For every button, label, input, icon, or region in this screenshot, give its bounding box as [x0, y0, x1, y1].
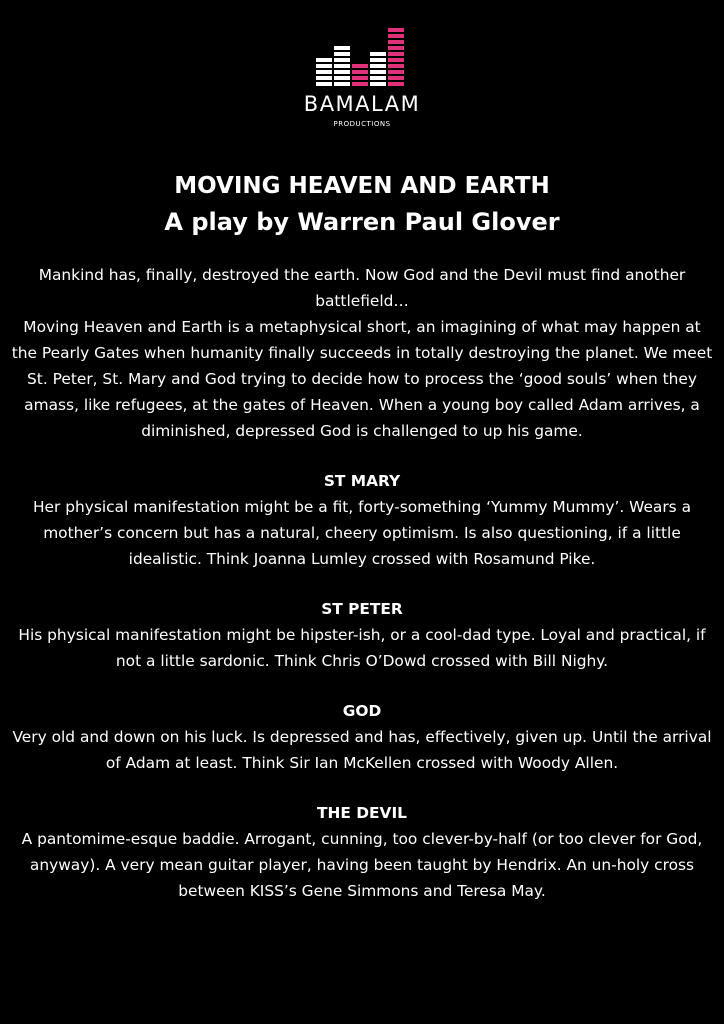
logo-subtitle: PRODUCTIONS	[333, 120, 391, 128]
logo	[0, 24, 724, 129]
content	[10, 262, 714, 904]
character-description-st-mary: Her physical manifestation might be a fit, forty-something ‘Yummy Mummy’. Wears a mother’s concern but has a natural, cheery optimism. Is also questioning, if a little idealistic. Think Joanna Lumley crossed with Rosamund Pike.	[32, 498, 692, 568]
page-title	[0, 168, 724, 240]
equalizer-logo-icon	[316, 24, 408, 86]
character-heading-the-devil: THE DEVIL	[317, 804, 407, 822]
character-heading-st-peter: ST PETER	[321, 600, 403, 618]
character-heading-st-mary: ST MARY	[323, 472, 401, 490]
character-heading-god: GOD	[342, 702, 382, 720]
play-title: MOVING HEAVEN AND EARTH	[174, 173, 550, 199]
character-description-st-peter: His physical manifestation might be hipster-ish, or a cool-dad type. Loyal and practical, if not a little sardonic. Think Chris O’Dowd crossed with Bill Nighy.	[18, 626, 706, 670]
logo-name: BAMALAM	[303, 92, 421, 116]
character-description-god: Very old and down on his luck. Is depressed and has, effectively, given up. Until the arrival of Adam at least. Think Sir Ian McKellen crossed with Woody Allen.	[12, 728, 712, 772]
play-byline: A play by Warren Paul Glover	[164, 208, 560, 236]
synopsis-body: Moving Heaven and Earth is a metaphysical short, an imagining of what may happen at the Pearly Gates when humanity finally succeeds in totally destroying the planet. We meet St. Peter, St. Mary and God trying to decide how to process the ‘good souls’ when they amass, like refugees, at the gates of Heaven. When a young boy called Adam arrives, a diminished, depressed God is challenged to up his game.	[11, 318, 713, 440]
character-description-the-devil: A pantomime-esque baddie. Arrogant, cunning, too clever-by-half (or too clever for God, anyway). A very mean guitar player, having been taught by Hendrix. An un-holy cross between KISS’s Gene Simmons and Teresa May.	[21, 830, 703, 900]
synopsis-intro: Mankind has, finally, destroyed the earth. Now God and the Devil must find another battlefield…	[38, 266, 686, 310]
